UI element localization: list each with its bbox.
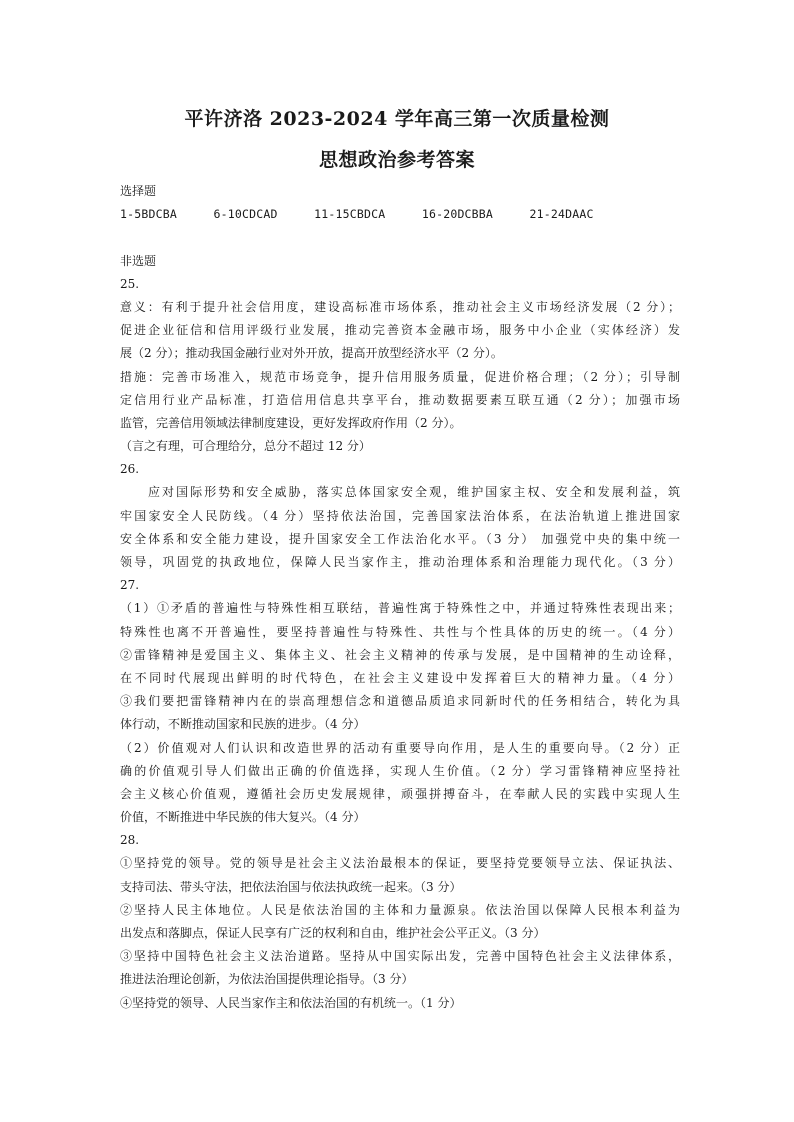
section-spacer bbox=[120, 226, 680, 249]
q27-line: 会主义核心价值观，遵循社会历史发展规律，顽强拼搏奋斗，在奉献人民的实践中实现人生 bbox=[120, 786, 680, 801]
q25-line: 定信用行业产品标准，打造信用信息共享平台，推动数据要素互联互通（2 分）；加强市场 bbox=[120, 392, 680, 407]
q28-line: ③坚持中国特色社会主义法治道路。坚持从中国实际出发，完善中国特色社会主义法律体系， bbox=[120, 949, 680, 964]
q26-line: 牢国家安全人民防线。（4 分）坚持依法治国，完善国家法治体系，在法治轨道上推进国家 bbox=[120, 508, 680, 523]
q27-line: ③我们要把雷锋精神内在的崇高理想信念和道德品质追求同新时代的任务相结合，转化为具 bbox=[120, 694, 680, 709]
q27-line: 体行动，不断推动国家和民族的进步。（4 分） bbox=[120, 717, 366, 732]
question-number-25: 25. bbox=[120, 276, 140, 291]
document-subtitle: 思想政治参考答案 bbox=[318, 149, 475, 171]
question-number-28: 28. bbox=[120, 833, 140, 848]
q27-line: ②雷锋精神是爱国主义、集体主义、社会主义精神的传承与发展，是中国精神的生动诠释， bbox=[120, 647, 680, 662]
question-number-27: 27. bbox=[120, 578, 140, 593]
choice-section-label: 选择题 bbox=[120, 184, 157, 198]
q27-line: 价值，不断推进中华民族的伟大复兴。（4 分） bbox=[120, 810, 366, 825]
q25-line: 促进企业征信和信用评级行业发展，推动完善资本金融市场，服务中小企业（实体经济）发 bbox=[120, 323, 680, 338]
q25-line: 展（2 分）；推动我国金融行业对外开放，提高开放型经济水平（2 分）。 bbox=[120, 346, 503, 361]
document-title: 平许济洛 2023-2024 学年高三第一次质量检测 bbox=[184, 108, 610, 130]
q26-line: 应对国际形势和安全威胁，落实总体国家安全观，维护国家主权、安全和发展利益，筑 bbox=[148, 485, 680, 500]
q27-line: 确的价值观引导人们做出正确的价值选择，实现人生价值。（2 分）学习雷锋精神应坚持社 bbox=[120, 763, 680, 778]
q27-line: （2）价值观对人们认识和改造世界的活动有重要导向作用，是人生的重要向导。（2 分）正 bbox=[120, 740, 680, 755]
q27-line: 特殊性也离不开普遍性，要坚持普遍性与特殊性、共性与个性具体的历史的统一。（4 分） bbox=[120, 624, 680, 639]
q27-line: （1）①矛盾的普遍性与特殊性相互联结，普遍性寓于特殊性之中，并通过特殊性表现出来； bbox=[120, 601, 680, 616]
q28-line: ④坚持党的领导、人民当家作主和依法治国的有机统一。（1 分） bbox=[120, 995, 462, 1010]
nonchoice-section-label: 非选题 bbox=[120, 253, 157, 268]
q25-scoring-note: （言之有理，可合理给分，总分不超过 12 分） bbox=[120, 439, 371, 454]
q28-line: 出发点和落脚点，保证人民享有广泛的权利和自由，维护社会公平正义。（3 分） bbox=[120, 926, 546, 940]
answer-body bbox=[120, 180, 680, 1015]
q26-line: 安全体系和安全能力建设，提升国家安全工作法治化水平。（3 分） 加强党中央的集中统一 bbox=[120, 531, 680, 546]
q25-line: 意义：有利于提升社会信用度，建设高标准市场体系，推动社会主义市场经济发展（2 分）； bbox=[120, 299, 680, 314]
choice-answers: 1-5BDCBA 6-10CDCAD 11-15CBDCA 16-20DCBBA 21-24DAAC bbox=[120, 207, 594, 222]
q26-line: 领导，巩固党的执政地位，保障人民当家作主，推动治理体系和治理能力现代化。（3 分） bbox=[120, 555, 680, 569]
q25-line: 措施：完善市场准入，规范市场竞争，提升信用服务质量，促进价格合理；（2 分）；引导制 bbox=[120, 369, 680, 384]
q28-line: 推进法治理论创新，为依法治国提供理论指导。（3 分） bbox=[120, 972, 414, 987]
q27-line: 在不同时代展现出鲜明的时代特色，在社会主义建设中发挥着巨大的精神力量。（4 分） bbox=[120, 670, 680, 685]
question-number-26: 26. bbox=[120, 462, 140, 477]
q28-line: ②坚持人民主体地位。人民是依法治国的主体和力量源泉。依法治国以保障人民根本利益为 bbox=[120, 902, 680, 917]
q25-line: 监管，完善信用领域法律制度建设，更好发挥政府作用（2 分）。 bbox=[120, 415, 462, 430]
q28-line: ①坚持党的领导。党的领导是社会主义法治最根本的保证，要坚持党要领导立法、保证执法、 bbox=[120, 856, 680, 871]
q28-line: 支持司法、带头守法，把依法治国与依法执政统一起来。（3 分） bbox=[120, 879, 462, 894]
